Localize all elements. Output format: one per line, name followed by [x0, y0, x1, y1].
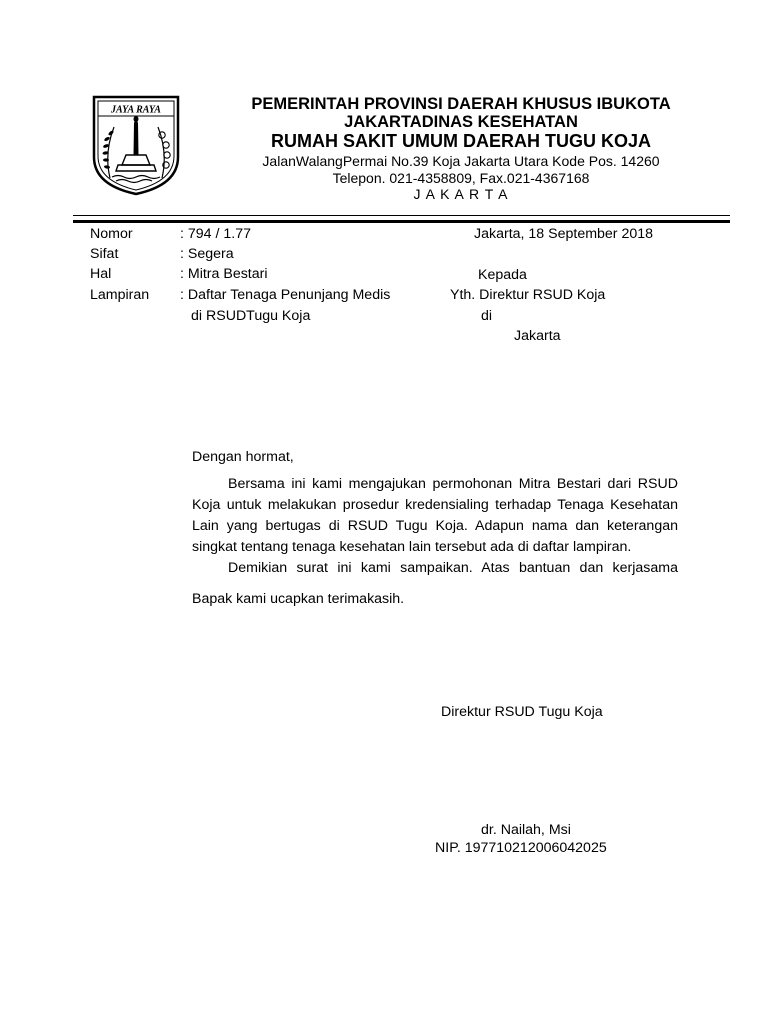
lampiran-value: : Daftar Tenaga Penunjang Medis [180, 287, 391, 303]
kepada-label: Kepada [478, 267, 527, 283]
sifat-value: : Segera [180, 246, 234, 262]
recipient-name: Yth. Direktur RSUD Koja [450, 287, 606, 303]
body-paragraph-1: Bersama ini kami mengajukan permohonan Mitra Bestari dari RSUD Koja untuk melakukan prosedur kredensialing terhadap Tenaga Kesehatan Lain yang bertugas di RSUD Tugu Koja. Adapun nama dan keterangan singkat tentang tenaga kesehatan lain tersebut ada di daftar lampiran. [192, 476, 678, 555]
header-address: JalanWalangPermai No.39 Koja Jakarta Utara Kode Pos. 14260 [262, 153, 660, 169]
body-paragraph-2: Demikian surat ini kami sampaikan. Atas bantuan dan kerjasama Bapak kami ucapkan terimakasih. [192, 560, 678, 607]
header-hospital: RUMAH SAKIT UMUM DAERAH TUGU KOJA [271, 131, 651, 151]
header-phone: Telepon. 021-4358809, Fax.021-4367168 [332, 170, 590, 186]
sifat-label: Sifat [90, 246, 119, 262]
signature-nip: NIP. 197710212006042025 [435, 840, 607, 856]
nomor-label: Nomor [90, 226, 133, 242]
salutation: Dengan hormat, [192, 449, 294, 465]
lampiran-label: Lampiran [90, 287, 150, 303]
letter-date: Jakarta, 18 September 2018 [474, 226, 654, 242]
recipient-di: di [481, 308, 493, 324]
emblem-text: JAYA RAYA [111, 104, 161, 116]
header-city: J A K A R T A [413, 186, 509, 202]
header-government: PEMERINTAH PROVINSI DAERAH KHUSUS IBUKOTA [251, 95, 671, 113]
hal-label: Hal [90, 266, 112, 282]
nomor-value: : 794 / 1.77 [180, 226, 251, 242]
header-rule-thick [73, 220, 730, 223]
letter-body [192, 474, 678, 615]
signature-title: Direktur RSUD Tugu Koja [441, 704, 603, 720]
signature-name: dr. Nailah, Msi [481, 822, 571, 838]
hal-value: : Mitra Bestari [180, 266, 268, 282]
lampiran-value-2: di RSUDTugu Koja [191, 308, 311, 324]
header-department: JAKARTADINAS KESEHATAN [344, 113, 578, 131]
header-rule-thin [73, 215, 730, 216]
recipient-place: Jakarta [514, 328, 561, 344]
